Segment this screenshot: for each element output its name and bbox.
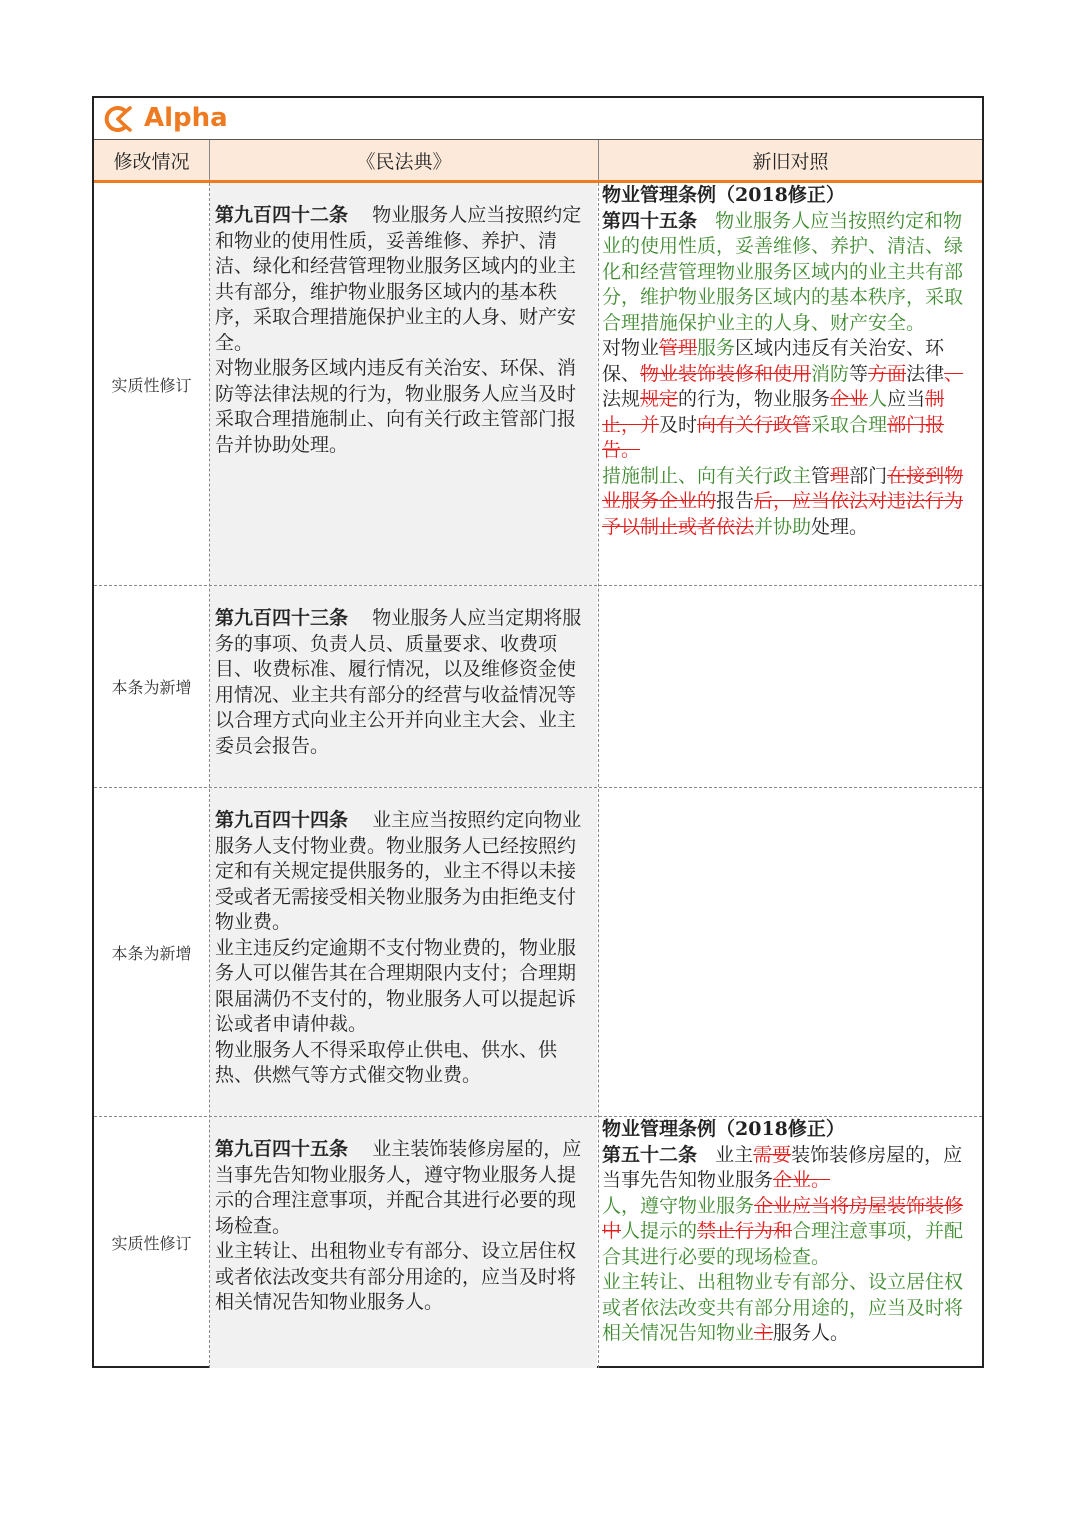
regulation-title: 物业管理条例（2018修正）	[602, 1118, 845, 1140]
inserted-text: 服务	[697, 337, 736, 359]
alpha-icon	[102, 104, 132, 134]
logo-text: Alpha	[144, 103, 228, 133]
civil-paragraph	[215, 606, 593, 759]
civil-code-cell	[210, 586, 597, 787]
deleted-text: 向有关行政管	[697, 413, 812, 436]
comparison-table	[92, 96, 984, 1368]
article-text: 业主应当按照约定向物业服务人支付物业费。物业服务人已经按照约定和有关规定提供服务的，业主不得以未接受或者无需接受相关物业服务为由拒绝支付物业费。	[215, 809, 582, 933]
deleted-text: 后，应当依法对违法行为予以制止或者依法	[602, 490, 964, 538]
deleted-text: 方面	[868, 362, 907, 385]
deleted-text: 、	[944, 362, 964, 385]
article-text: 业主装饰装修房屋的，应当事先告知物业服务人，遵守物业服务人提示的合理注意事项，并配合其进行必要的现场检查。	[215, 1138, 582, 1237]
deleted-text: 主	[754, 1322, 774, 1344]
deleted-text: 禁止行为和	[697, 1220, 793, 1242]
header-status: 修改情况	[94, 140, 209, 180]
logo-bar	[94, 98, 982, 140]
inserted-text: 人	[868, 388, 888, 410]
row-status: 本条为新增	[111, 943, 192, 963]
deleted-text: 制止，并	[602, 388, 945, 436]
comparison-cell	[599, 183, 982, 585]
deleted-text: 需要	[753, 1143, 792, 1166]
article-text: 物业服务人不得采取停止供电、供水、供热、供燃气等方式催交物业费。	[215, 1038, 558, 1086]
article-number: 第九百四十三条	[215, 607, 349, 629]
row-status: 实质性修订	[111, 1234, 192, 1253]
header-civil-code: 《民法典》	[210, 140, 598, 180]
article-number: 第五十二条	[602, 1143, 698, 1166]
deleted-text: 管理	[659, 337, 698, 359]
article-text: 物业服务人应当按照约定和物业的使用性质，妥善维修、养护、清洁、绿化和经营管理物业服务区域内的业主共有部分，维护物业服务区域内的基本秩序，采取合理措施保护业主的人身、财产安全。	[215, 204, 582, 354]
article-number: 第九百四十五条	[215, 1138, 349, 1160]
article-text: 业主违反约定逾期不支付物业费的，物业服务人可以催告其在合理期限内支付；合理期限届满仍不支付的，物业服务人可以提起诉讼或者申请仲裁。	[215, 936, 577, 1035]
compare-paragraph: 第五十二条 业主需要装饰装修房屋的，应当事先告知物业服务企业。	[602, 1143, 963, 1191]
deleted-text: 规定	[640, 388, 679, 410]
row-status: 实质性修订	[111, 375, 192, 395]
row-status: 本条为新增	[111, 678, 192, 697]
header-divider	[598, 140, 599, 180]
compare-paragraph: 对物业管理服务区域内违反有关治安、环保、物业装饰装修和使用消防等方面法律、法规规定的行为，物业服务企业人应当制止，并及时向有关行政管采取合理部门报告。	[602, 337, 964, 461]
deleted-text: 部门报告。	[602, 413, 945, 461]
deleted-text: 企业。	[773, 1169, 831, 1191]
article-text: 物业服务人应当定期将服务的事项、负责人员、质量要求、收费项目、收费标准、履行情况，以及维修资金使用情况、业主共有部分的经营与收益情况等以合理方式向业主公开并向业主大会、业主委员会报告。	[215, 607, 582, 757]
deleted-text: 企业	[830, 388, 869, 410]
inserted-text: 采取合理	[811, 413, 888, 436]
article-number: 第九百四十二条	[215, 204, 349, 226]
article-text: 对物业服务区域内违反有关治安、环保、消防等法律法规的行为，物业服务人应当及时采取合理措施制止、向有关行政主管部门报告并协助处理。	[215, 357, 577, 456]
article-number: 第四十五条	[602, 209, 698, 232]
article-number: 第九百四十四条	[215, 809, 349, 831]
civil-paragraph	[215, 1137, 593, 1239]
regulation-title: 物业管理条例（2018修正）	[602, 184, 845, 206]
civil-code-cell	[210, 1117, 597, 1368]
article-text: 业主转让、出租物业专有部分、设立居住权或者依法改变共有部分用途的，应当及时将相关情况告知物业服务人。	[215, 1240, 577, 1313]
civil-paragraph	[215, 203, 593, 356]
deleted-text: 物业装饰装修和使用	[640, 362, 812, 385]
article-text: 物业服务人应当按照约定和物业的使用性质，妥善维修、养护、清洁、绿化和经营管理物业服务区域内的业主共有部分，维护物业服务区域内的基本秩序，采取合理措施保护业主的人身、财产安全。	[602, 209, 964, 334]
header-divider	[209, 140, 210, 180]
deleted-text: 理	[830, 464, 850, 487]
inserted-text: 消防	[811, 362, 850, 385]
compare-paragraph	[602, 209, 979, 337]
header-comparison: 新旧对照	[599, 140, 982, 180]
compare-paragraph: 措施制止、向有关行政主管理部门在接到物业服务企业的报告后，应当依法对违法行为予以制止或者依法并协助处理。	[602, 464, 964, 538]
compare-paragraph: 业主转让、出租物业专有部分、设立居住权或者依法改变共有部分用途的，应当及时将相关情况告知物业主服务人。	[602, 1271, 964, 1344]
deleted-text: 在接到物业服务企业的	[602, 464, 964, 512]
compare-paragraph: 人，遵守物业服务企业应当将房屋装饰装修中人提示的禁止行为和合理注意事项，并配合其进行必要的现场检查。	[602, 1194, 964, 1268]
civil-code-cell	[210, 788, 597, 1116]
civil-paragraph	[215, 808, 593, 936]
deleted-text: 企业应当将房屋装饰装修中	[602, 1194, 964, 1242]
comparison-cell	[599, 1117, 982, 1368]
civil-code-cell	[210, 183, 597, 585]
